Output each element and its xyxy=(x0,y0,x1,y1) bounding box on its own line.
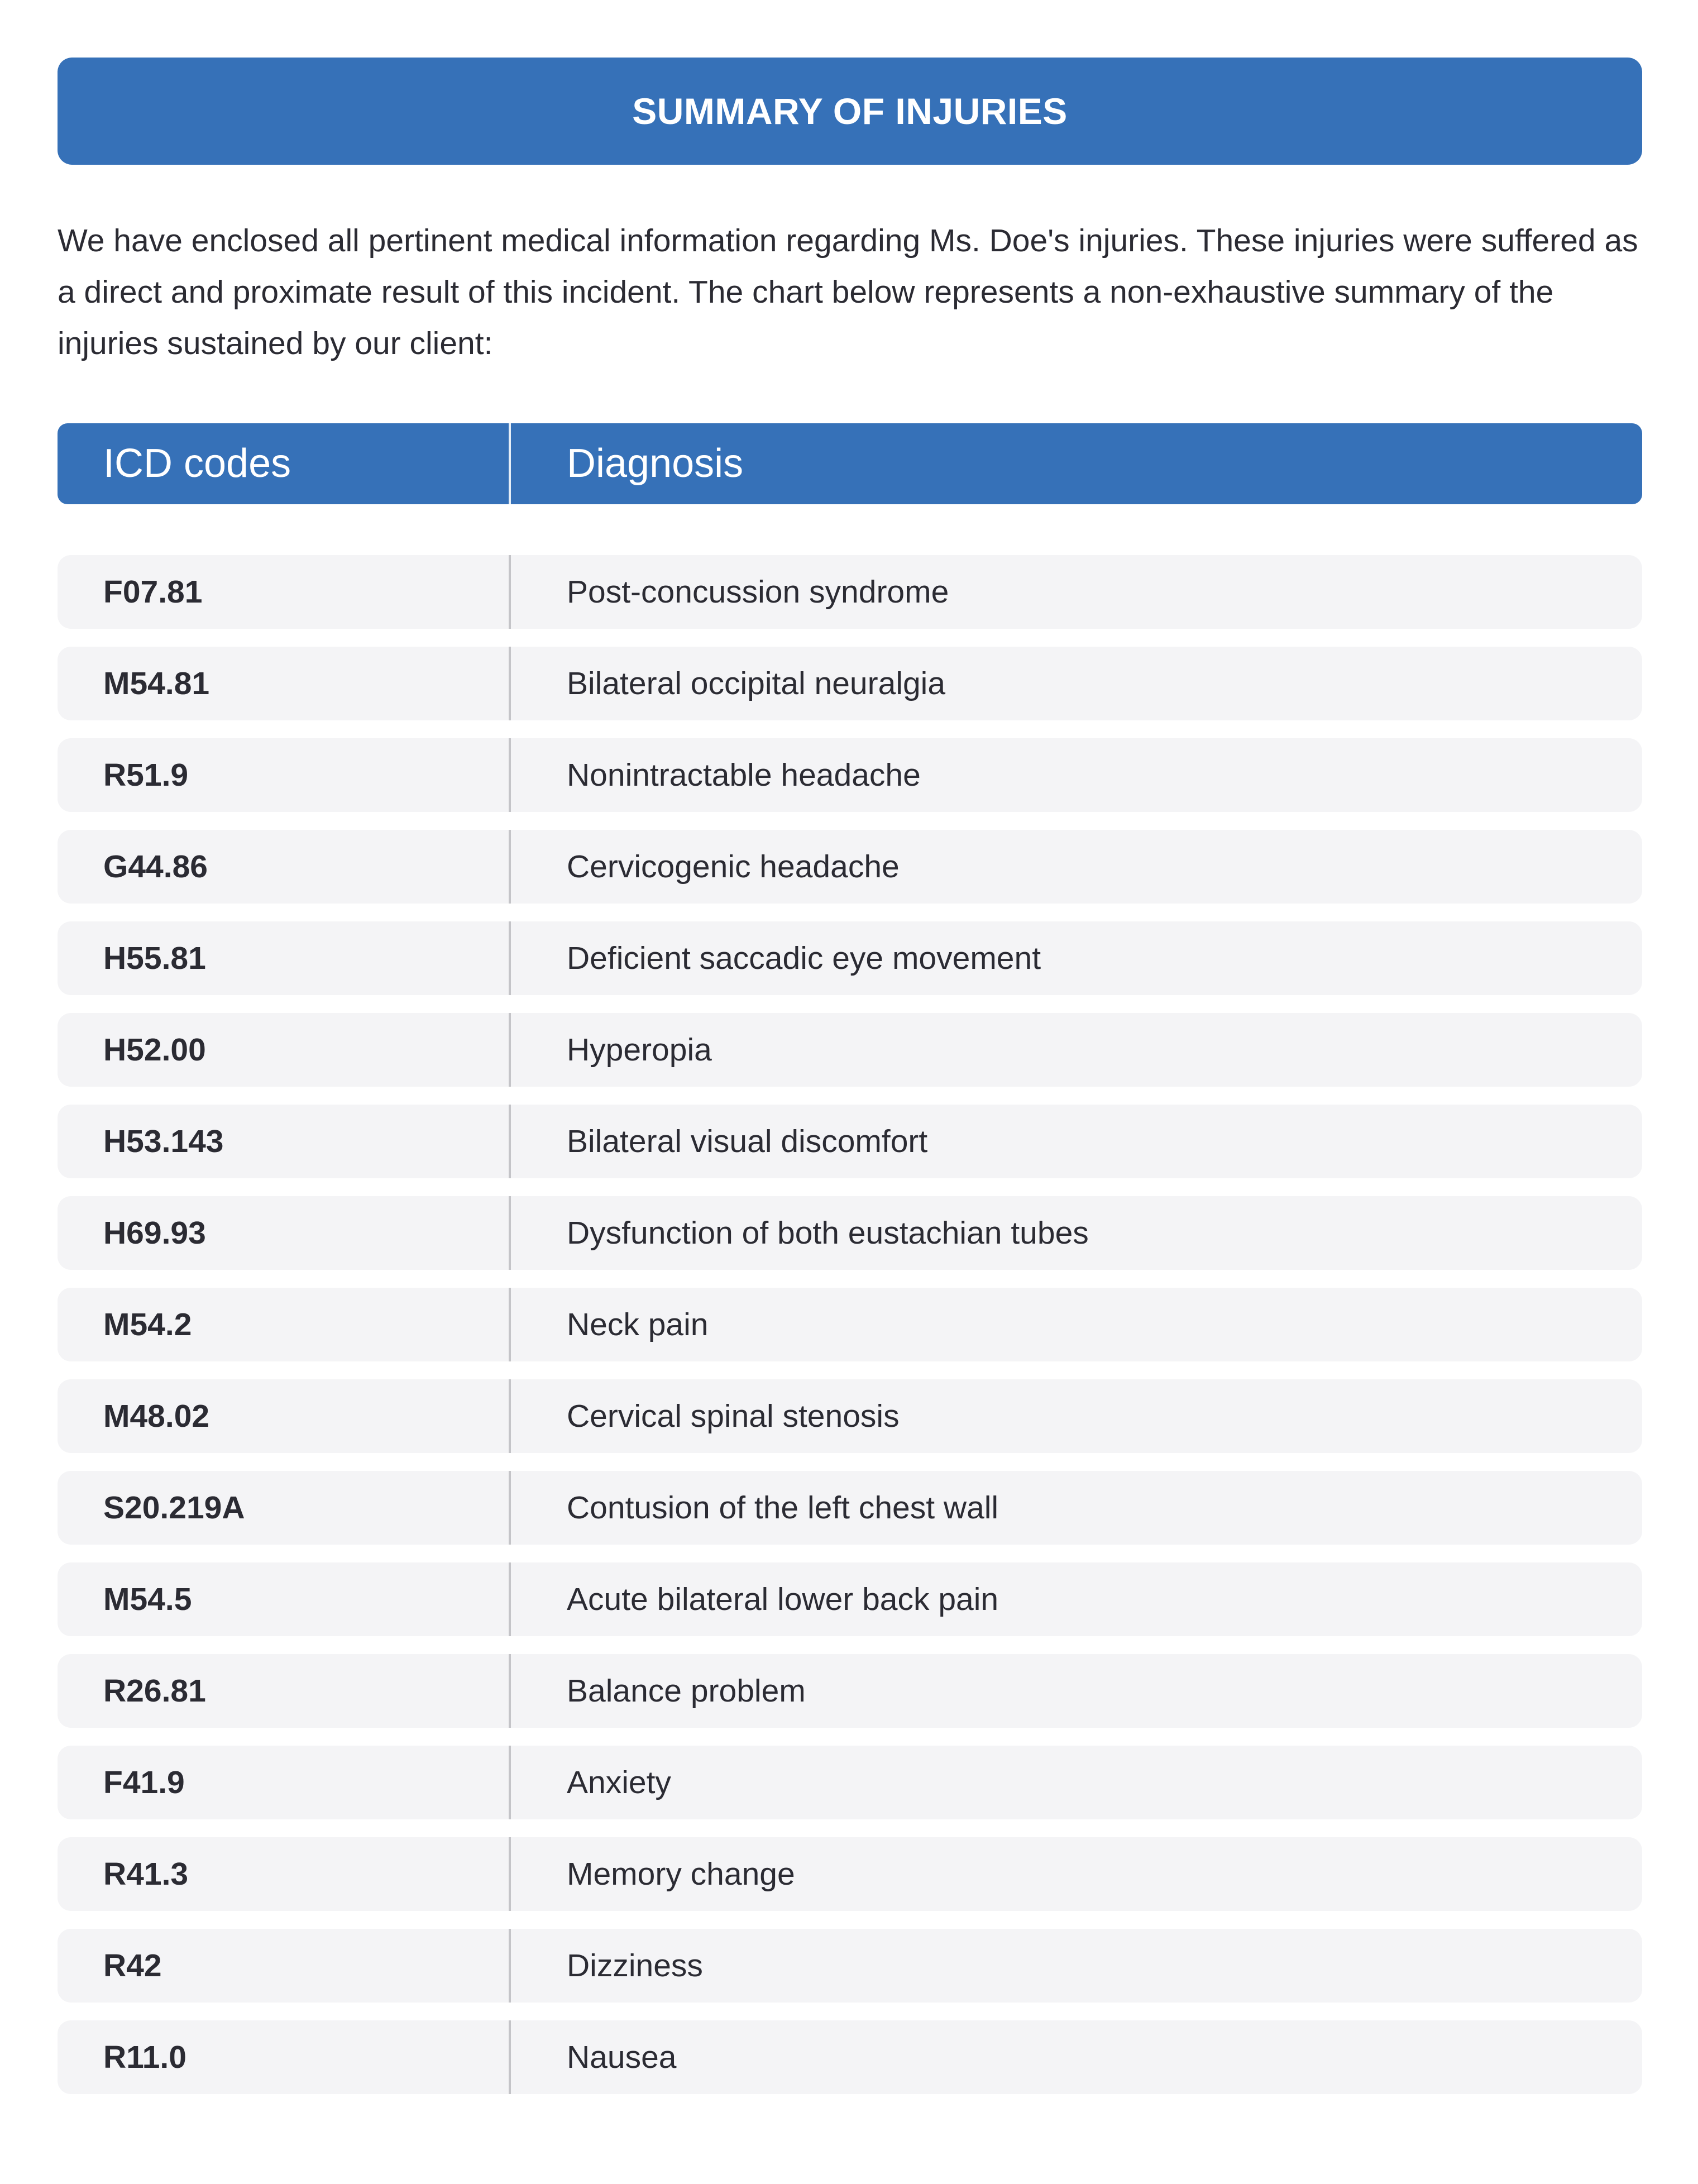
row-divider xyxy=(509,1929,511,2003)
diagnosis-cell: Post-concussion syndrome xyxy=(567,574,949,610)
row-divider xyxy=(509,647,511,720)
diagnosis-cell: Dysfunction of both eustachian tubes xyxy=(567,1215,1089,1251)
table-row xyxy=(58,830,1642,904)
table-row xyxy=(58,1746,1642,1819)
diagnosis-cell: Bilateral occipital neuralgia xyxy=(567,666,946,701)
icd-code-cell: S20.219A xyxy=(103,1490,245,1526)
table-row xyxy=(58,1837,1642,1911)
table-row xyxy=(58,921,1642,995)
row-divider xyxy=(509,1471,511,1545)
diagnosis-cell: Balance problem xyxy=(567,1673,806,1709)
icd-code-cell: R26.81 xyxy=(103,1673,206,1709)
diagnosis-cell: Nausea xyxy=(567,2039,677,2075)
row-divider xyxy=(509,2020,511,2094)
table-row xyxy=(58,1379,1642,1453)
row-divider xyxy=(509,1654,511,1728)
row-divider xyxy=(509,830,511,904)
injury-table-body xyxy=(58,555,1642,2112)
icd-code-cell: M54.5 xyxy=(103,1581,192,1617)
row-divider xyxy=(509,1379,511,1453)
icd-code-cell: R41.3 xyxy=(103,1856,189,1892)
icd-code-cell: F41.9 xyxy=(103,1765,185,1800)
icd-code-cell: R11.0 xyxy=(103,2039,186,2075)
row-divider xyxy=(509,738,511,812)
diagnosis-cell: Deficient saccadic eye movement xyxy=(567,940,1041,976)
header-diagnosis: Diagnosis xyxy=(567,441,744,486)
icd-code-cell: R42 xyxy=(103,1948,162,1984)
icd-code-cell: R51.9 xyxy=(103,757,189,793)
diagnosis-cell: Acute bilateral lower back pain xyxy=(567,1581,999,1617)
icd-code-cell: M54.2 xyxy=(103,1307,192,1342)
table-row xyxy=(58,1562,1642,1636)
diagnosis-cell: Dizziness xyxy=(567,1948,703,1984)
table-row xyxy=(58,738,1642,812)
icd-code-cell: H55.81 xyxy=(103,940,206,976)
table-row xyxy=(58,1471,1642,1545)
row-divider xyxy=(509,1288,511,1361)
banner-title: SUMMARY OF INJURIES xyxy=(632,90,1068,132)
row-divider xyxy=(509,1746,511,1819)
table-row xyxy=(58,1196,1642,1270)
diagnosis-cell: Nonintractable headache xyxy=(567,757,921,793)
diagnosis-cell: Cervicogenic headache xyxy=(567,849,900,885)
diagnosis-cell: Neck pain xyxy=(567,1307,709,1342)
icd-code-cell: M54.81 xyxy=(103,666,210,701)
table-row xyxy=(58,555,1642,629)
table-row xyxy=(58,2020,1642,2094)
row-divider xyxy=(509,1196,511,1270)
icd-code-cell: G44.86 xyxy=(103,849,208,885)
icd-code-cell: F07.81 xyxy=(103,574,203,610)
row-divider xyxy=(509,1837,511,1911)
table-row xyxy=(58,647,1642,720)
table-header xyxy=(58,423,1642,504)
table-row xyxy=(58,1929,1642,2003)
icd-code-cell: H52.00 xyxy=(103,1032,206,1068)
row-divider xyxy=(509,921,511,995)
icd-code-cell: H53.143 xyxy=(103,1124,224,1159)
icd-code-cell: H69.93 xyxy=(103,1215,206,1251)
intro-paragraph: We have enclosed all pertinent medical information regarding Ms. Doe's injuries. These injuries were suffered as a direct and proximate result of this incident. The chart below represents a non-exhaustive summary of the injuries sustained by our client: xyxy=(58,223,1638,361)
header-divider xyxy=(509,423,511,504)
diagnosis-cell: Anxiety xyxy=(567,1765,671,1800)
diagnosis-cell: Cervical spinal stenosis xyxy=(567,1398,900,1434)
table-row xyxy=(58,1288,1642,1361)
table-row xyxy=(58,1654,1642,1728)
diagnosis-cell: Memory change xyxy=(567,1856,795,1892)
row-divider xyxy=(509,1562,511,1636)
diagnosis-cell: Contusion of the left chest wall xyxy=(567,1490,999,1526)
row-divider xyxy=(509,555,511,629)
table-row xyxy=(58,1105,1642,1178)
header-icd-codes: ICD codes xyxy=(103,441,291,486)
row-divider xyxy=(509,1013,511,1087)
row-divider xyxy=(509,1105,511,1178)
diagnosis-cell: Bilateral visual discomfort xyxy=(567,1124,928,1159)
icd-code-cell: M48.02 xyxy=(103,1398,210,1434)
table-row xyxy=(58,1013,1642,1087)
summary-banner xyxy=(58,58,1642,165)
diagnosis-cell: Hyperopia xyxy=(567,1032,712,1068)
